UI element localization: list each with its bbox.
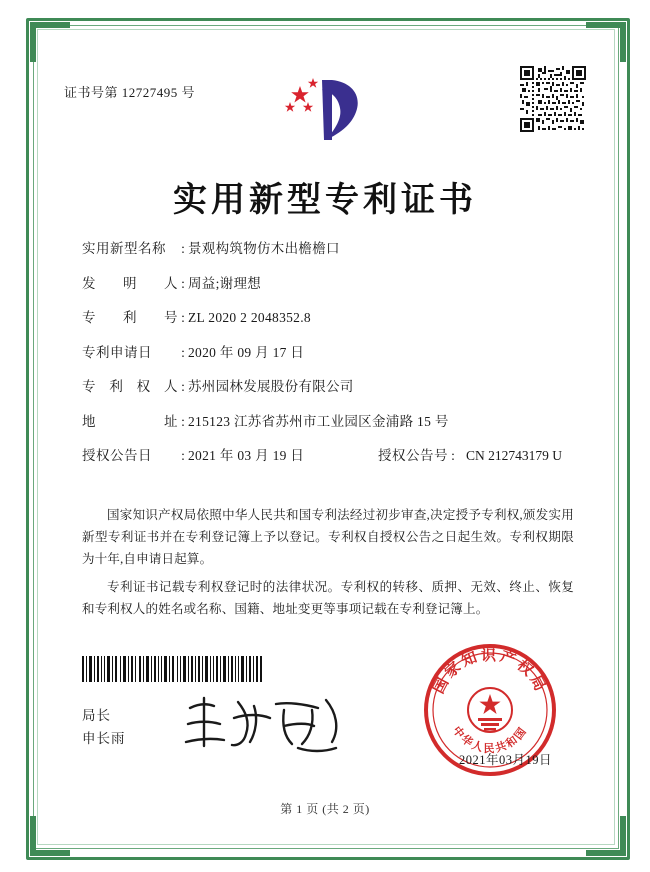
- label-char: 人: [163, 379, 178, 395]
- label-char: 地: [82, 413, 96, 429]
- seal-bottom-text: 中华人民共和国: [450, 724, 530, 755]
- field-value-application-date: 2020 年 09 月 17 日: [188, 344, 305, 360]
- label-char: 专: [82, 310, 96, 326]
- field-colon: :: [181, 310, 185, 326]
- field-label-name: 实用新型名称: [82, 241, 166, 256]
- page-number: 第 1 页 (共 2 页): [280, 802, 370, 816]
- field-colon: :: [181, 275, 185, 291]
- director-title-label: 局长: [82, 708, 111, 723]
- corner-ornament-top-right: [586, 22, 626, 62]
- field-row-application-date: [82, 344, 582, 362]
- field-row-name: [82, 240, 582, 258]
- legal-paragraph-1: 国家知识产权局依照中华人民共和国专利法经过初步审查,决定授予专利权,颁发实用新型专利证书并在专利登记簿上予以登记。专利权自授权公告之日起生效。专利权期限为十年,自申请日起算。: [82, 508, 574, 566]
- certificate-content: [60, 50, 590, 830]
- corner-ornament-bottom-right: [586, 816, 626, 856]
- field-row-grant-publication: [82, 447, 582, 465]
- qr-code: [520, 66, 586, 132]
- label-char: 人: [164, 275, 178, 291]
- label-char: 发: [82, 275, 96, 291]
- label-char: 利: [123, 310, 137, 326]
- field-value-patentee: 苏州园林发展股份有限公司: [188, 379, 354, 395]
- legal-paragraph-2: 专利证书记载专利权登记时的法律状况。专利权的转移、质押、无效、终止、恢复和专利权人的姓名或名称、国籍、地址变更等事项记载在专利登记簿上。: [82, 579, 574, 616]
- fields-list: [82, 240, 582, 482]
- label-char: 明: [123, 275, 137, 291]
- label-char: 权: [136, 379, 151, 395]
- field-label-publication-number: 授权公告号: [378, 448, 448, 464]
- field-label-patent-number: [82, 309, 178, 327]
- field-label-patentee: [82, 378, 178, 396]
- field-colon: :: [181, 413, 185, 429]
- seal-top-text: 国家知识产权局: [430, 648, 550, 697]
- field-value-inventor: 周益;谢理想: [188, 275, 262, 291]
- field-colon: :: [181, 379, 185, 395]
- director-name-label: 申长雨: [82, 730, 126, 746]
- seal-date: 2021年03月19日: [458, 753, 552, 767]
- field-colon: :: [451, 448, 455, 464]
- barcode: [82, 656, 262, 682]
- field-label-application-date: 专利申请日: [82, 344, 152, 360]
- field-value-publication-number: CN 212743179 U: [466, 448, 563, 464]
- legal-text: [82, 505, 574, 626]
- field-row-address: [82, 413, 582, 431]
- field-value-name: 景观构筑物仿木出檐檐口: [188, 241, 340, 256]
- page-title: 实用新型专利证书: [173, 182, 477, 219]
- field-colon: :: [181, 241, 185, 256]
- label-char: 号: [164, 310, 178, 326]
- label-char: 专: [82, 379, 96, 395]
- field-colon: :: [181, 344, 185, 360]
- field-label-inventor: [82, 275, 178, 293]
- field-value-address: 215123 江苏省苏州市工业园区金浦路 15 号: [188, 413, 449, 429]
- certificate-number: 证书号第 12727495 号: [64, 85, 196, 100]
- label-char: 利: [109, 379, 124, 395]
- cnipa-logo-icon: [278, 72, 374, 148]
- signature-block: [82, 705, 126, 751]
- field-row-inventor: [82, 275, 582, 293]
- field-value-patent-number: ZL 2020 2 2048352.8: [188, 310, 311, 326]
- field-row-patent-number: [82, 309, 582, 327]
- field-label-address: [82, 413, 178, 431]
- handwritten-signature: [180, 690, 350, 760]
- field-colon: :: [181, 448, 185, 464]
- field-value-grant-date: 2021 年 03 月 19 日: [188, 448, 305, 464]
- label-char: 址: [164, 413, 178, 429]
- field-row-patentee: [82, 378, 582, 396]
- field-label-grant-date: 授权公告日: [82, 448, 152, 464]
